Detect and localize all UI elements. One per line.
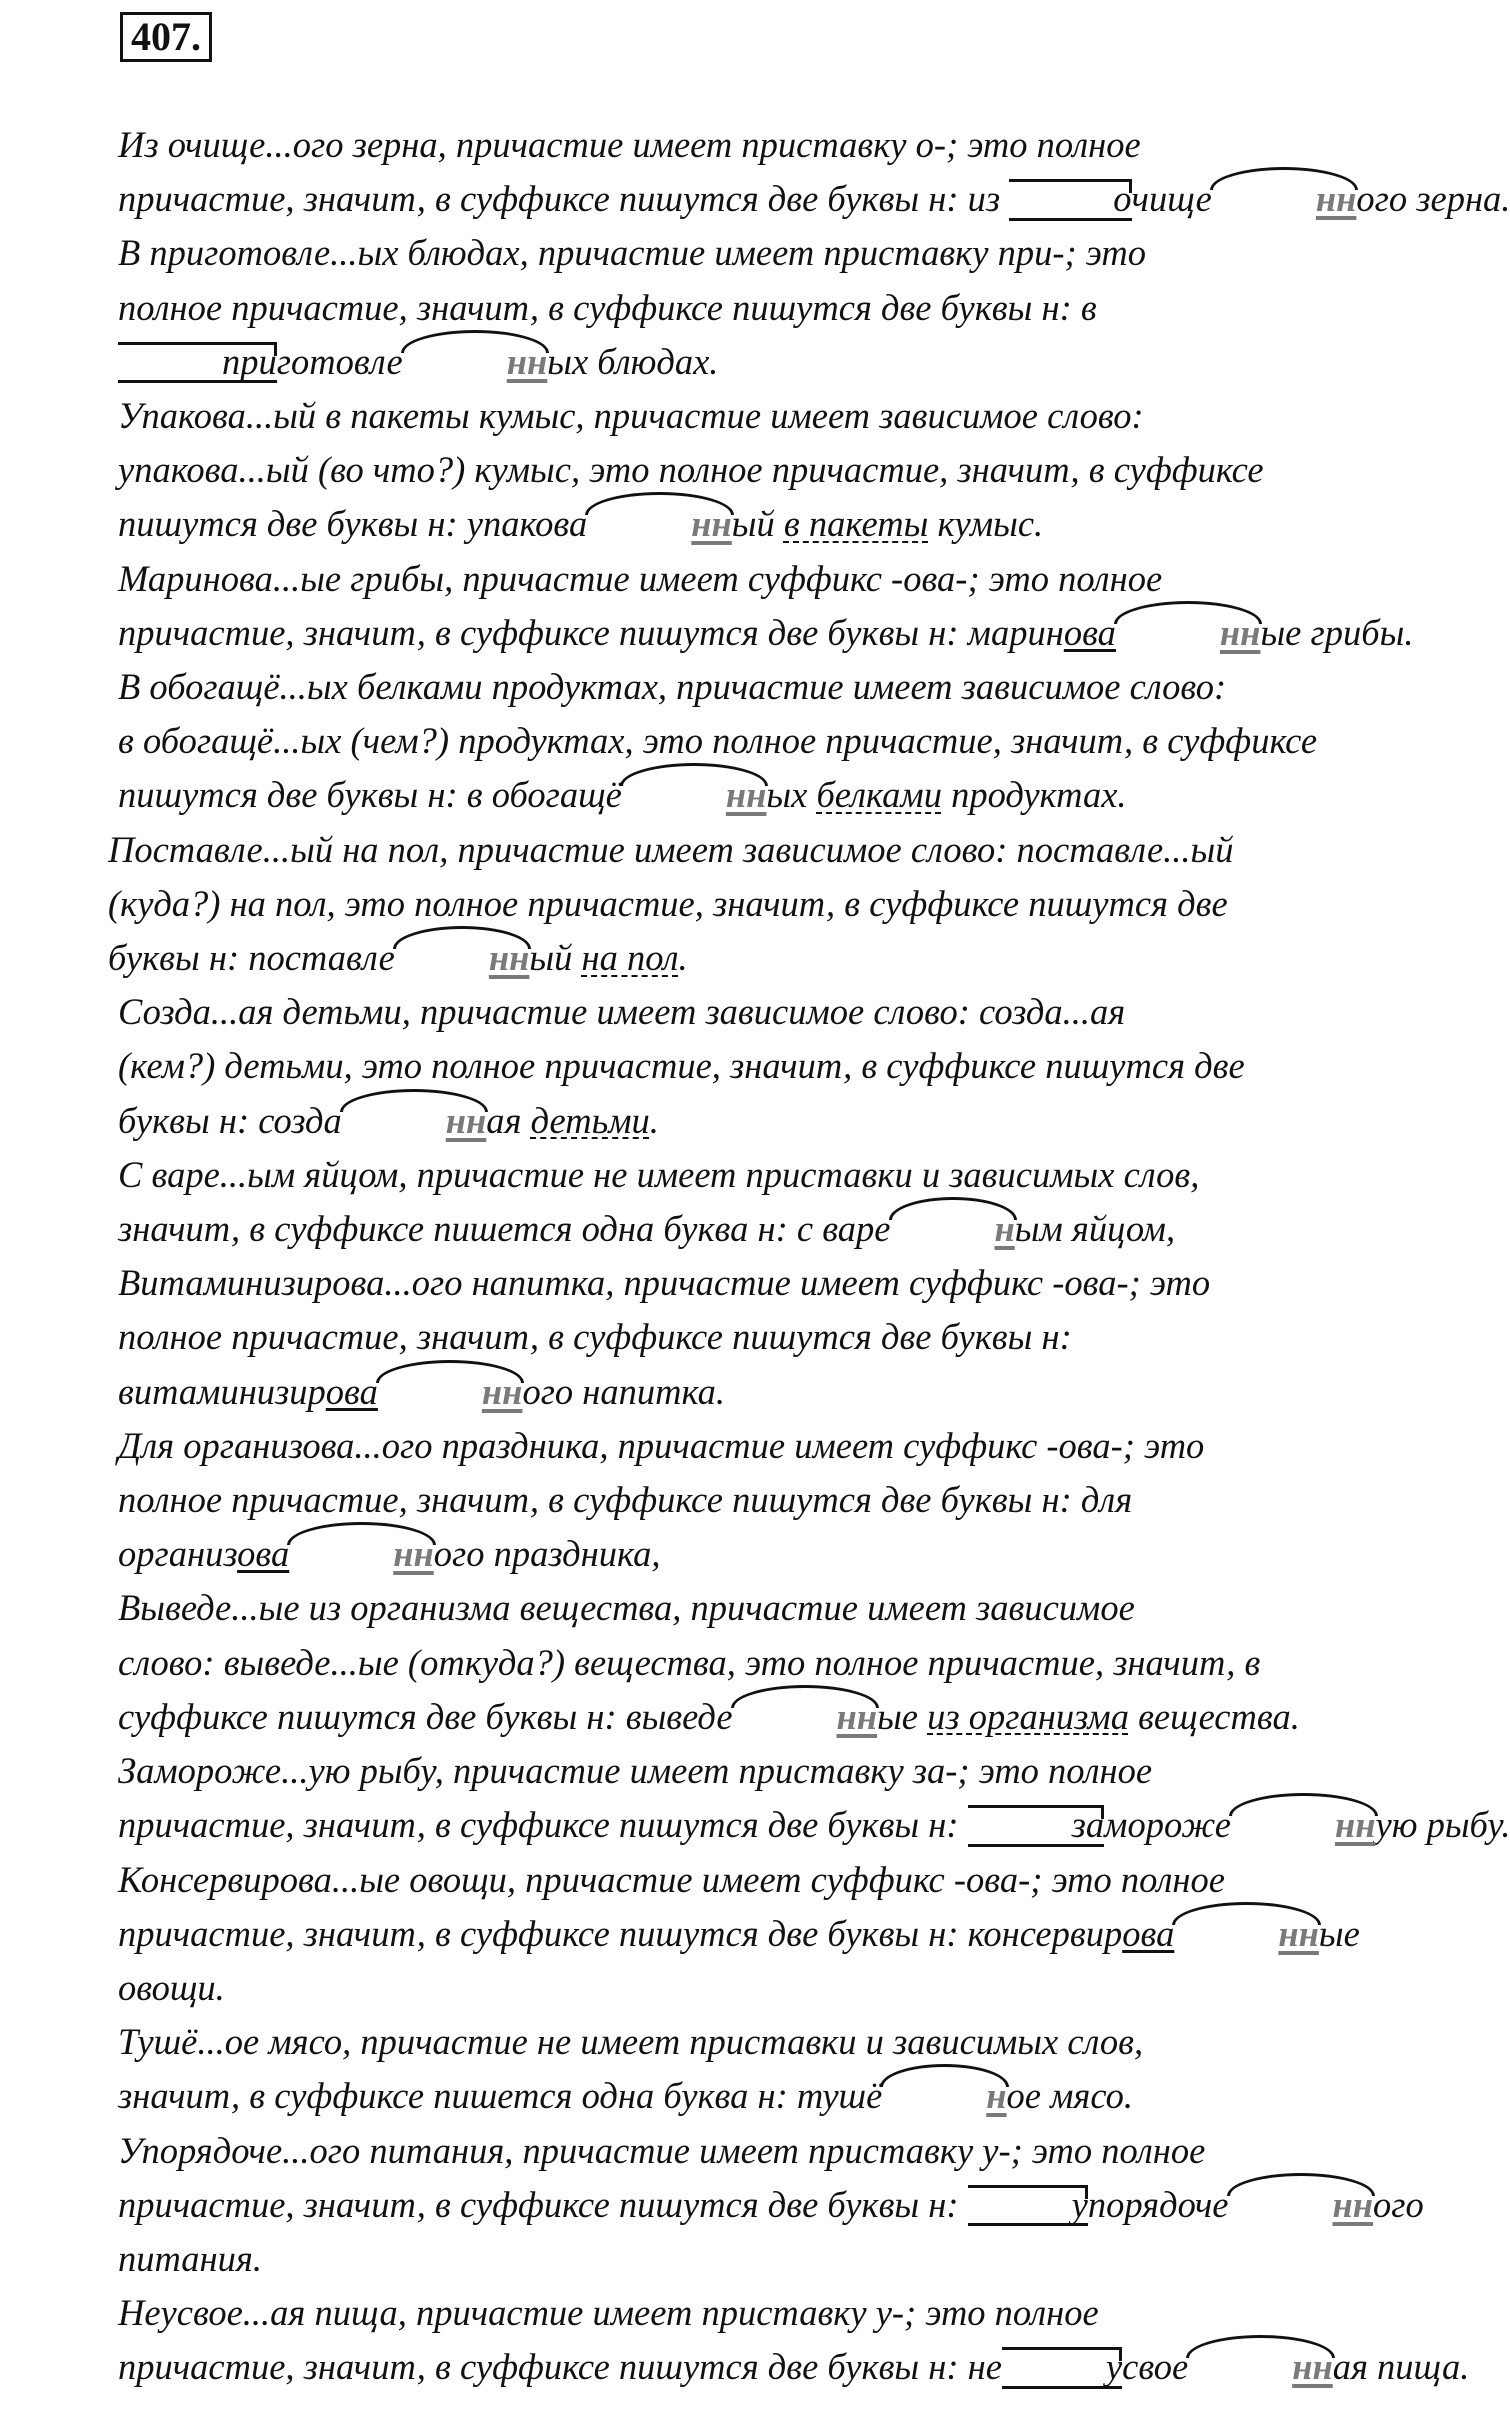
answer-paragraph-8 — [14, 1148, 1374, 1256]
suffix-mark: нн — [1212, 181, 1357, 218]
text-line: питания. — [118, 2237, 263, 2279]
suffix-mark: нн — [587, 506, 732, 543]
text-line: суффиксе пишутся две буквы н: выведе нные из организма вещества. — [118, 1695, 1300, 1737]
dependent-word: в пакеты — [783, 503, 929, 545]
exercise-number-dot: . — [191, 14, 201, 59]
text-line: пишутся две буквы н: в обогащё нных белками продуктах. — [118, 774, 1127, 816]
text-line: В обогащё...ых белками продуктах, причастие имеет зависимое слово: — [118, 666, 1227, 708]
suffix-mark: нн — [342, 1103, 487, 1140]
answer-paragraph-15 — [14, 2124, 1424, 2287]
text-line: Созда...ая детьми, причастие имеет зависимое слово: созда...ая — [118, 991, 1126, 1033]
answer-paragraph-2 — [14, 226, 1374, 389]
suffix-mark: нн — [403, 344, 548, 381]
answer-paragraph-6 — [14, 823, 1374, 986]
prefix-mark: при — [118, 344, 277, 384]
suffix-mark: нн — [289, 1536, 434, 1573]
dependent-word: на пол — [581, 937, 679, 979]
text-line: Упорядоче...ого питания, причастие имеет приставку у-; это полное — [118, 2129, 1206, 2171]
answer-paragraph-14 — [14, 2015, 1374, 2123]
text-line: причастие, значит, в суффиксе пишутся две буквы н: консервирова нные — [118, 1912, 1360, 1954]
text-line: В приготовле...ых блюдах, причастие имеет приставку при-; это — [118, 232, 1146, 274]
text-line: Витаминизирова...ого напитка, причастие имеет суффикс -ова-; это — [118, 1262, 1211, 1304]
text-line: полное причастие, значит, в суффиксе пишутся две буквы н: для — [118, 1479, 1133, 1521]
exercise-number — [120, 12, 212, 62]
exercise-answers — [14, 118, 1510, 2395]
answer-paragraph-1 — [14, 118, 1510, 226]
text-line: Маринова...ые грибы, причастие имеет суффикс -ова-; это полное — [118, 557, 1163, 599]
text-line: Неусвое...ая пища, причастие имеет приставку у-; это полное — [118, 2292, 1099, 2334]
answer-paragraph-13 — [14, 1853, 1374, 2016]
text-line: С варе...ым яйцом, причастие не имеет приставки и зависимых слов, — [118, 1153, 1200, 1195]
text-line: полное причастие, значит, в суффиксе пишутся две буквы н: в — [118, 286, 1097, 328]
text-line: причастие, значит, в суффиксе пишутся две буквы н: не усвое нная пища. — [118, 2346, 1470, 2388]
text-line: Тушё...ое мясо, причастие не имеет приставки и зависимых слов, — [118, 2021, 1144, 2063]
suffix-mark: нн — [622, 777, 767, 814]
suffix-mark: нн — [1116, 615, 1261, 652]
answer-paragraph-3 — [14, 389, 1374, 552]
text-line: Замороже...ую рыбу, причастие имеет приставку за-; это полное — [118, 1750, 1153, 1792]
text-line: организова нного праздника, — [118, 1533, 661, 1575]
text-line: (кем?) детьми, это полное причастие, значит, в суффиксе пишутся две — [118, 1045, 1245, 1087]
text-line: Поставле...ый на пол, причастие имеет зависимое слово: поставле...ый — [108, 828, 1234, 870]
text-line: буквы н: созда нная детьми. — [118, 1099, 659, 1141]
suffix-mark: нн — [1231, 1807, 1376, 1844]
prefix-mark: у — [1002, 2349, 1122, 2389]
answer-paragraph-7 — [14, 985, 1374, 1148]
dependent-word: белками — [816, 774, 942, 816]
answer-paragraph-12 — [14, 1744, 1510, 1852]
text-line: слово: выведе...ые (откуда?) вещества, это полное причастие, значит, в — [118, 1641, 1261, 1683]
prefix-mark: о — [1009, 181, 1131, 221]
prefix-mark: у — [968, 2187, 1088, 2227]
text-line: полное причастие, значит, в суффиксе пишутся две буквы н: — [118, 1316, 1072, 1358]
suffix-mark: н — [882, 2078, 1006, 2115]
suffix-mark: нн — [1174, 1916, 1319, 1953]
text-line: значит, в суффиксе пишется одна буква н: с варе ным яйцом, — [118, 1208, 1176, 1250]
text-line: причастие, значит, в суффиксе пишутся две буквы н: упорядоче нного — [118, 2183, 1424, 2225]
prefix-mark: за — [968, 1807, 1105, 1847]
answer-paragraph-9 — [14, 1256, 1374, 1419]
suffix-mark: нн — [1229, 2187, 1374, 2224]
suffix-mark: нн — [733, 1699, 878, 1736]
text-line: пишутся две буквы н: упакова нный в пакеты кумыс. — [118, 503, 1044, 545]
text-line: Консервирова...ые овощи, причастие имеет суффикс -ова-; это полное — [118, 1858, 1225, 1900]
text-line: буквы н: поставле нный на пол. — [108, 937, 688, 979]
answer-paragraph-4 — [14, 552, 1414, 660]
answer-paragraph-11 — [14, 1581, 1374, 1744]
text-line: в обогащё...ых (чем?) продуктах, это полное причастие, значит, в суффиксе — [118, 720, 1318, 762]
suffix-mark: нн — [378, 1374, 523, 1411]
suffix-mark: н — [891, 1211, 1015, 1248]
exercise-number-box — [120, 12, 212, 62]
answer-paragraph-10 — [14, 1419, 1374, 1582]
dependent-word: из организма — [927, 1695, 1129, 1737]
answer-paragraph-5 — [14, 660, 1374, 823]
answer-paragraph-16 — [14, 2286, 1470, 2394]
text-line: причастие, значит, в суффиксе пишутся две буквы н: замороже нную рыбу. — [118, 1804, 1510, 1846]
text-line: причастие, значит, в суффиксе пишутся две буквы н: маринова нные грибы. — [118, 611, 1414, 653]
text-line: упакова...ый (во что?) кумыс, это полное причастие, значит, в суффиксе — [118, 449, 1264, 491]
text-line: Упакова...ый в пакеты кумыс, причастие имеет зависимое слово: — [118, 395, 1144, 437]
text-line: витаминизирова нного напитка. — [118, 1370, 726, 1412]
text-line: Из очище...ого зерна, причастие имеет приставку о-; это полное — [118, 124, 1141, 165]
text-line: (куда?) на пол, это полное причастие, значит, в суффиксе пишутся две — [108, 882, 1228, 924]
text-line: овощи. — [118, 1966, 225, 2008]
suffix-mark: нн — [395, 940, 530, 977]
text-line: приготовле нных блюдах. — [14, 335, 1374, 389]
text-line: причастие, значит, в суффиксе пишутся две буквы н: из очище нного зерна. — [118, 178, 1510, 220]
text-line: Выведе...ые из организма вещества, причастие имеет зависимое — [118, 1587, 1135, 1629]
exercise-number-value: 407 — [131, 14, 191, 59]
text-line: Для организова...ого праздника, причастие имеет суффикс -ова-; это — [118, 1424, 1205, 1466]
text-line: значит, в суффиксе пишется одна буква н: тушё ное мясо. — [118, 2075, 1134, 2117]
suffix-mark: нн — [1188, 2349, 1333, 2386]
dependent-word: детьми — [530, 1099, 650, 1141]
